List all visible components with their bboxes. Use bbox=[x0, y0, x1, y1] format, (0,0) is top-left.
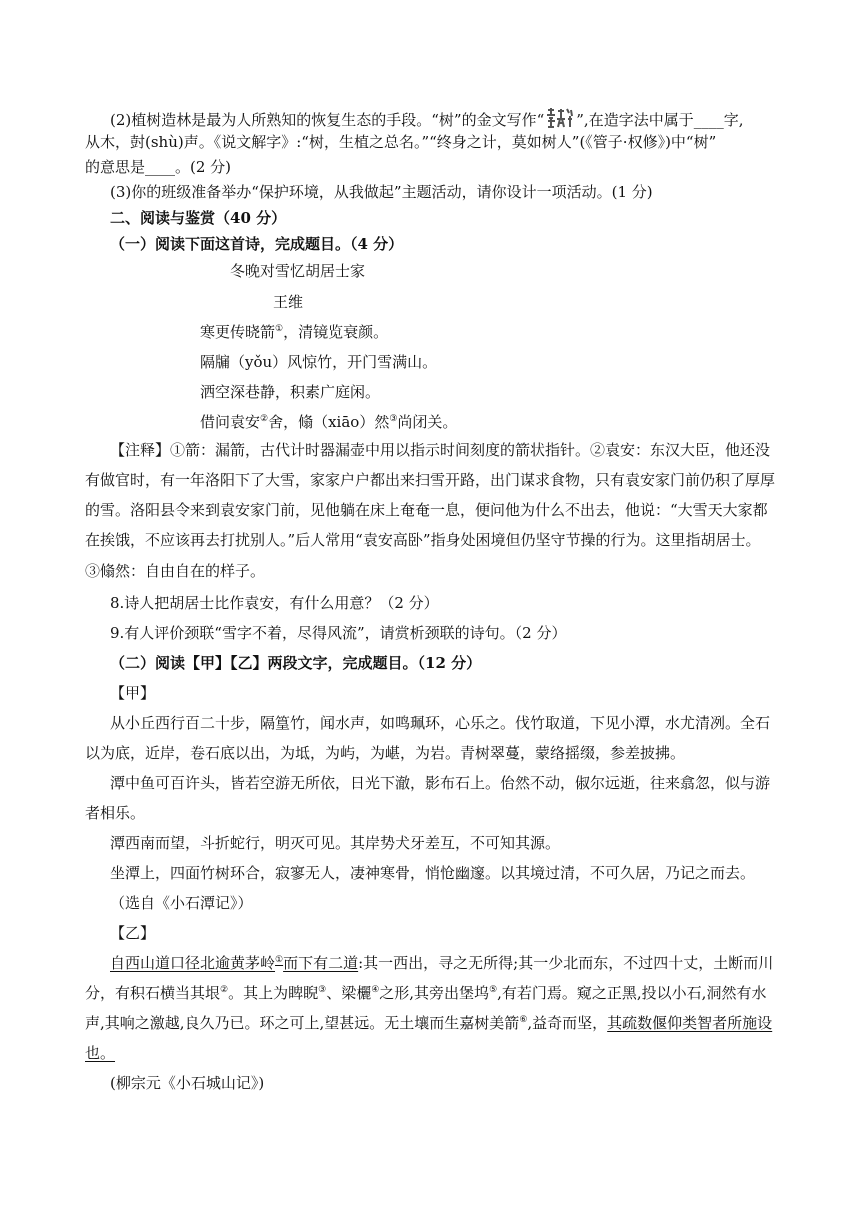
jia-source: （选自《小石潭记》） bbox=[110, 894, 253, 912]
q2-line-3: 的意思是____。(2 分) bbox=[85, 158, 232, 176]
notes-line-3: 的雪。洛阳县令来到袁安家门前，见他躺在床上奄奄一息，便问他为什么不出去，他说：“大雪天大家都 bbox=[85, 501, 768, 519]
poem-line-2: 隔牖（yǒu）风惊竹，开门雪满山。 bbox=[200, 353, 438, 371]
section-2-heading: 二、阅读与鉴赏（40 分） bbox=[110, 209, 287, 227]
notes-line-1: 【注释】①箭：漏箭，古代计时器漏壶中用以指示时间刻度的箭状指针。②袁安：东汉大臣，他还没 bbox=[110, 441, 771, 459]
jia-label: 【甲】 bbox=[110, 684, 156, 702]
jia-para-4: 坐潭上，四面竹树环合，寂寥无人，凄神寒骨，悄怆幽邃。以其境过清，不可久居，乃记之而去。 bbox=[110, 864, 756, 882]
poem-line-3: 洒空深巷静，积素广庭闲。 bbox=[200, 383, 381, 401]
yi-underlined-sentence-2b: 也。 bbox=[85, 1044, 116, 1062]
jia-para-3: 潭西南而望，斗折蛇行，明灭可见。其岸势犬牙差互，不可知其源。 bbox=[110, 834, 561, 852]
poem-title: 冬晚对雪忆胡居士家 bbox=[230, 262, 366, 280]
yi-underlined-sentence-2a: 其疏数偃仰类智者所施设 bbox=[607, 1014, 773, 1032]
part-1-heading: （一）阅读下面这首诗，完成题目。（4 分） bbox=[110, 235, 404, 253]
yi-line-1: 自西山道口径北逾黄茅岭①而下有二道:其一西出，寻之无所得;其一少北而东，不过四十丈，土断而川 bbox=[110, 954, 774, 972]
jia-para-2-line-1: 潭中鱼可百许头，皆若空游无所依，日光下澈，影布石上。佁然不动，俶尔远逝，往来翕忽，似与游 bbox=[110, 774, 771, 792]
question-8: 8.诗人把胡居士比作袁安，有什么用意？（2 分） bbox=[110, 594, 439, 612]
yi-underlined-sentence-1a: 自西山道口径北逾黄茅岭 bbox=[110, 954, 276, 972]
question-9: 9.有人评价颈联“雪字不着，尽得风流”，请赏析颈联的诗句。（2 分） bbox=[110, 624, 567, 642]
yi-underlined-sentence-1b: 而下有二道 bbox=[283, 954, 359, 972]
q2-line-1: (2)植树造林是最为人所熟知的恢复生态的手段。“树”的金文写作“ ”,在造字法中属于____字, bbox=[110, 107, 743, 130]
jia-para-1-line-2: 以为底，近岸，卷石底以出，为坻，为屿，为嵁，为岩。青树翠蔓，蒙络摇缀，参差披拂。 bbox=[85, 744, 686, 762]
q3-line: (3)你的班级准备举办“保护环境，从我做起”主题活动，请你设计一项活动。(1 分) bbox=[110, 183, 653, 201]
yi-label: 【乙】 bbox=[110, 924, 156, 942]
yi-line-4 bbox=[85, 1043, 115, 1063]
jia-para-2-line-2: 者相乐。 bbox=[85, 804, 146, 822]
notes-line-4: 在挨饿，不应该再去打扰别人。”后人常用“袁安高卧”指身处困境但仍坚守节操的行为。这里指胡居士。 bbox=[85, 531, 761, 549]
jinwen-tree-glyph-icon bbox=[545, 107, 575, 129]
yi-line-2: 分，有积石横当其垠②。其上为睥睨③、梁欐④之形,其旁出堡坞⑤,有若门焉。窥之正黑,投以小石,洞然有水 bbox=[85, 984, 767, 1002]
part-2-heading: （二）阅读【甲】【乙】两段文字，完成题目。（12 分） bbox=[110, 654, 482, 672]
poem-line-4: 借问袁安②舍，翛（xiāo）然③尚闭关。 bbox=[200, 413, 458, 431]
yi-line-3: 声,其响之激越,良久乃已。环之可上,望甚远。无土壤而生嘉树美箭⑥,益奇而坚，其疏数偃仰类智者所施设 bbox=[85, 1014, 773, 1032]
notes-line-2: 有做官时，有一年洛阳下了大雪，家家户户都出来扫雪开路，出门谋求食物，只有袁安家门前仍积了厚厚 bbox=[85, 471, 776, 489]
poem-author: 王维 bbox=[273, 293, 304, 311]
notes-line-5: ③翛然：自由自在的样子。 bbox=[85, 562, 266, 580]
q2-line-2: 从木，尌(shù)声。《说文解字》:“树，生植之总名。”“终身之计，莫如树人”(《管子·权修》)中“树” bbox=[85, 133, 717, 151]
jia-para-1-line-1: 从小丘西行百二十步，隔篁竹，闻水声，如鸣珮环，心乐之。伐竹取道，下见小潭，水尤清冽。全石 bbox=[110, 714, 771, 732]
yi-source: (柳宗元《小石城山记》) bbox=[110, 1074, 265, 1092]
poem-line-1: 寒更传晓箭①，清镜览衰颜。 bbox=[200, 323, 389, 341]
